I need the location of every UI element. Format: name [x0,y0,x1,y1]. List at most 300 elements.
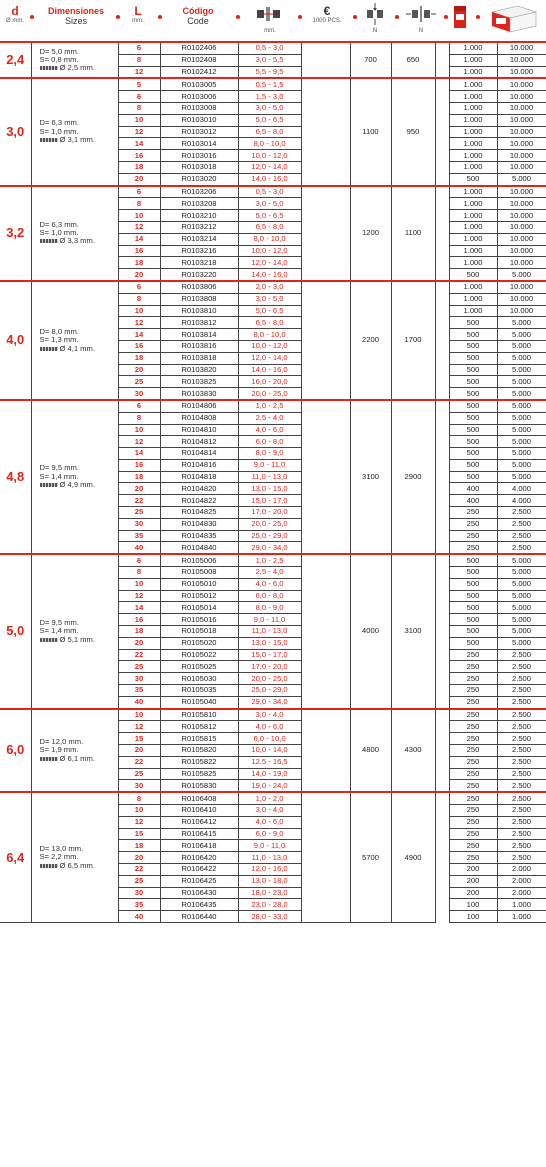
small-box-qty-cell: 500 [449,436,497,448]
spacer-cell [435,567,449,579]
spacer-cell [435,768,449,780]
small-box-qty-cell: 250 [449,780,497,792]
shear-force-cell: 4800 [350,709,391,793]
dimension-line: S= 0,8 mm. [39,54,79,64]
spacer-cell [435,816,449,828]
shear-force-cell: 4000 [350,554,391,708]
hole-diameter [40,862,118,870]
large-box-qty-cell: 10.000 [497,102,546,114]
spacer-cell [435,173,449,185]
small-box-qty-cell: 500 [449,590,497,602]
code-cell: R0105006 [160,554,238,566]
hole-diameter-text: Ø 6,1 mm. [59,753,95,763]
grip-range-cell: 12,0 - 16,0 [238,863,301,875]
small-box-qty-cell: 500 [449,364,497,376]
price-cell [301,78,350,185]
small-box-qty-cell: 1.000 [449,257,497,269]
code-cell: R0103010 [160,114,238,126]
length-cell: 6 [118,42,160,54]
small-box-qty-cell: 100 [449,911,497,923]
grip-range-cell: 4,0 - 6,0 [238,578,301,590]
header-price-symbol: € [323,4,331,18]
large-box-qty-cell: 2.500 [497,733,546,745]
spacer-cell [435,138,449,150]
grip-range-cell: 13,0 - 18,0 [238,875,301,887]
length-cell: 25 [118,768,160,780]
grip-range-cell: 4,0 - 6,0 [238,816,301,828]
product-group [0,42,546,78]
large-box-qty-cell: 5.000 [497,471,546,483]
header-dimensions-label: Dimensiones [47,6,105,16]
header-n-label-1: N [372,28,378,34]
hole-diameter-text: Ø 3,3 mm. [59,236,95,246]
spacer-cell [435,578,449,590]
length-cell: 30 [118,780,160,792]
length-cell: 35 [118,899,160,911]
small-box-qty-cell: 250 [449,733,497,745]
spacer-cell [435,66,449,78]
length-cell: 25 [118,507,160,519]
spacer-cell [435,412,449,424]
grip-range-cell: 8,0 - 9,0 [238,602,301,614]
small-box-qty-cell: 1.000 [449,91,497,103]
grip-range-cell: 8,0 - 10,0 [238,329,301,341]
code-cell: R0104840 [160,542,238,554]
length-cell: 30 [118,388,160,400]
large-box-qty-cell: 5.000 [497,400,546,412]
spacer-cell [435,448,449,460]
dimension-line: D= 12,0 mm. [39,736,84,746]
large-box-qty-cell: 5.000 [497,424,546,436]
small-box-qty-cell: 500 [449,602,497,614]
product-group [0,709,546,793]
tensile-force-icon [405,2,437,28]
table-row [0,554,546,566]
code-cell: R0105018 [160,626,238,638]
grip-range-cell: 2,5 - 4,0 [238,412,301,424]
code-cell: R0103820 [160,364,238,376]
code-cell: R0104816 [160,459,238,471]
spacer-cell [435,911,449,923]
length-cell: 6 [118,400,160,412]
product-group [0,78,546,185]
grip-range-cell: 8,0 - 9,0 [238,448,301,460]
dimension-line: S= 1,9 mm. [39,745,79,755]
small-box-qty-cell: 1.000 [449,42,497,54]
small-box-qty-cell: 250 [449,696,497,708]
grip-range-cell: 17,0 - 20,0 [238,661,301,673]
header-d-unit: Ø mm. [6,18,24,24]
tensile-force-cell: 950 [391,78,435,185]
spacer-cell [435,661,449,673]
price-cell [301,186,350,281]
small-box-qty-cell: 1.000 [449,293,497,305]
spacer-cell [435,257,449,269]
spacer-cell [435,102,449,114]
small-box-qty-cell: 1.000 [449,245,497,257]
large-box-qty-cell: 5.000 [497,412,546,424]
hole-diameter [40,64,118,72]
small-box-qty-cell: 1.000 [449,161,497,173]
grip-range-cell: 9,0 - 11,0 [238,614,301,626]
grip-range-cell: 5,0 - 6,5 [238,305,301,317]
table-row [0,281,546,293]
table-row [0,186,546,198]
grip-range-cell: 4,0 - 6,0 [238,424,301,436]
header-price [304,6,350,26]
spacer-cell [435,483,449,495]
small-box-qty-cell: 500 [449,626,497,638]
large-box-qty-cell: 10.000 [497,293,546,305]
small-box-qty-cell: 1.000 [449,66,497,78]
large-box-qty-cell: 5.000 [497,602,546,614]
drill-icon [40,757,58,761]
code-cell: R0105010 [160,578,238,590]
small-box-qty-cell: 500 [449,471,497,483]
separator-dot [30,15,34,19]
spacer-cell [435,281,449,293]
grip-range-cell: 6,5 - 8,0 [238,221,301,233]
code-cell: R0103014 [160,138,238,150]
spacer-cell [435,329,449,341]
price-cell [301,42,350,78]
code-cell: R0105020 [160,637,238,649]
spacer-cell [435,899,449,911]
code-cell: R0105810 [160,709,238,721]
hole-diameter-text: Ø 5,1 mm. [59,634,95,644]
small-box-qty-cell: 1.000 [449,138,497,150]
code-cell: R0104820 [160,483,238,495]
code-cell: R0104835 [160,530,238,542]
header-d-label: d [11,4,19,18]
length-cell: 12 [118,721,160,733]
code-cell: R0104830 [160,518,238,530]
spacer-cell [435,828,449,840]
shear-force-cell: 3100 [350,400,391,554]
length-cell: 10 [118,709,160,721]
large-box-qty-cell: 5.000 [497,317,546,329]
hole-diameter [40,636,118,644]
large-box-qty-cell: 2.500 [497,649,546,661]
spacer-cell [435,542,449,554]
hole-diameter [40,345,118,353]
spacer-cell [435,887,449,899]
price-cell [301,709,350,793]
grip-range-cell: 25,0 - 29,0 [238,530,301,542]
code-cell: R0104825 [160,507,238,519]
length-cell: 22 [118,756,160,768]
large-box-qty-cell: 5.000 [497,329,546,341]
code-cell: R0105012 [160,590,238,602]
length-cell: 14 [118,602,160,614]
diameter-cell: 4,0 [0,281,31,400]
hole-diameter-text: Ø 3,1 mm. [59,135,95,145]
length-cell: 18 [118,257,160,269]
shear-force-cell: 1100 [350,78,391,185]
dimensions-cell [31,78,118,185]
length-cell: 8 [118,293,160,305]
small-box-qty-cell: 500 [449,329,497,341]
small-box-qty-cell: 500 [449,400,497,412]
large-box-qty-cell: 10.000 [497,66,546,78]
code-cell: R0103012 [160,126,238,138]
grip-range-cell: 18,0 - 23,0 [238,887,301,899]
code-cell: R0104808 [160,412,238,424]
small-box-qty-cell: 1.000 [449,281,497,293]
table-row [0,709,546,721]
grip-range-cell: 17,0 - 20,0 [238,507,301,519]
length-cell: 8 [118,102,160,114]
code-cell: R0103005 [160,78,238,90]
length-cell: 8 [118,567,160,579]
grip-range-cell: 8,0 - 10,0 [238,233,301,245]
diameter-cell: 3,2 [0,186,31,281]
length-cell: 18 [118,352,160,364]
code-cell: R0103220 [160,269,238,281]
grip-range-cell: 20,0 - 25,0 [238,673,301,685]
hole-diameter-text: Ø 6,5 mm. [59,860,95,870]
grip-range-cell: 4,0 - 6,0 [238,721,301,733]
spacer-cell [435,340,449,352]
spacer-cell [435,305,449,317]
spacer-cell [435,792,449,804]
length-cell: 20 [118,483,160,495]
small-box-qty-cell: 1.000 [449,150,497,162]
length-cell: 12 [118,221,160,233]
large-box-qty-cell: 10.000 [497,42,546,54]
grip-range-cell: 6,0 - 9,0 [238,828,301,840]
header-n-label-2: N [418,28,424,34]
small-box-qty-cell: 200 [449,887,497,899]
shear-force-icon [361,2,389,28]
small-box-qty-cell: 250 [449,805,497,817]
small-box-qty-cell: 200 [449,875,497,887]
code-cell: R0106412 [160,816,238,828]
large-box-qty-cell: 2.500 [497,696,546,708]
hole-diameter-text: Ø 4,1 mm. [59,343,95,353]
large-box-qty-cell: 5.000 [497,567,546,579]
spacer-cell [435,518,449,530]
grip-range-cell: 6,0 - 8,0 [238,436,301,448]
spacer-cell [435,507,449,519]
large-box-qty-cell: 10.000 [497,78,546,90]
length-cell: 30 [118,887,160,899]
large-box-qty-cell: 5.000 [497,340,546,352]
dimension-line: D= 9,5 mm. [39,463,79,473]
spacer-cell [435,637,449,649]
code-cell: R0103016 [160,150,238,162]
spacer-cell [435,161,449,173]
dimension-line: D= 8,0 mm. [39,326,79,336]
code-cell: R0105820 [160,745,238,757]
length-cell: 15 [118,828,160,840]
dimension-line: D= 6,3 mm. [39,219,79,229]
spacer-cell [435,42,449,54]
code-cell: R0103816 [160,340,238,352]
shear-force-cell: 1200 [350,186,391,281]
code-cell: R0105040 [160,696,238,708]
length-cell: 6 [118,554,160,566]
code-cell: R0104814 [160,448,238,460]
large-box-qty-cell: 2.000 [497,863,546,875]
grip-range-cell: 16,0 - 20,0 [238,376,301,388]
small-box-qty-cell: 250 [449,768,497,780]
shear-force-cell: 5700 [350,792,391,922]
large-box-qty-cell: 10.000 [497,245,546,257]
small-box-qty-cell: 500 [449,578,497,590]
large-box-qty-cell: 5.000 [497,626,546,638]
header-price-unit: 1000 PCS. [312,18,342,24]
large-box-qty-cell: 10.000 [497,161,546,173]
small-box-qty-cell: 1.000 [449,233,497,245]
large-box-qty-cell: 2.000 [497,875,546,887]
large-box-qty-cell: 5.000 [497,614,546,626]
large-box-qty-cell: 2.500 [497,661,546,673]
small-box-qty-cell: 1.000 [449,210,497,222]
header-range-unit: mm. [264,28,276,34]
length-cell: 5 [118,78,160,90]
code-cell: R0103214 [160,233,238,245]
separator-dot [158,15,162,19]
dimensions-cell [31,281,118,400]
code-cell: R0103818 [160,352,238,364]
small-box-qty-cell: 1.000 [449,54,497,66]
grip-range-cell: 29,0 - 34,0 [238,696,301,708]
small-box-qty-cell: 500 [449,340,497,352]
code-cell: R0106440 [160,911,238,923]
spacer-cell [435,696,449,708]
header-length [122,6,154,26]
spacer-cell [435,78,449,90]
large-box-qty-cell: 1.000 [497,911,546,923]
small-box-qty-cell: 400 [449,495,497,507]
grip-range-cell: 2,0 - 3,0 [238,281,301,293]
code-cell: R0103008 [160,102,238,114]
large-box-qty-cell: 2.500 [497,530,546,542]
table-row [0,400,546,412]
small-box-qty-cell: 500 [449,173,497,185]
large-box-qty-cell: 2.500 [497,721,546,733]
small-box-qty-cell: 500 [449,567,497,579]
grip-range-cell: 1,0 - 2,0 [238,792,301,804]
length-cell: 25 [118,661,160,673]
small-box-qty-cell: 1.000 [449,221,497,233]
large-box-qty-cell: 2.500 [497,768,546,780]
length-cell: 14 [118,448,160,460]
code-cell: R0103806 [160,281,238,293]
large-box-icon [488,2,540,34]
small-box-qty-cell: 500 [449,317,497,329]
spacer-cell [435,54,449,66]
grip-range-cell: 3,0 - 4,0 [238,709,301,721]
grip-range-cell: 14,0 - 16,0 [238,173,301,185]
grip-range-cell: 28,0 - 33,0 [238,911,301,923]
large-box-qty-cell: 5.000 [497,578,546,590]
large-box-qty-cell: 10.000 [497,114,546,126]
dimension-line: S= 1,4 mm. [39,471,79,481]
length-cell: 20 [118,745,160,757]
separator-dot [236,15,240,19]
length-cell: 16 [118,150,160,162]
large-box-qty-cell: 2.500 [497,709,546,721]
grip-range-cell: 1,0 - 2,5 [238,554,301,566]
large-box-qty-cell: 2.500 [497,828,546,840]
small-box-qty-cell: 250 [449,756,497,768]
large-box-qty-cell: 5.000 [497,376,546,388]
spacer-cell [435,471,449,483]
large-box-qty-cell: 10.000 [497,126,546,138]
small-box-qty-cell: 500 [449,388,497,400]
price-cell [301,400,350,554]
spacer-cell [435,554,449,566]
grip-range-cell: 1,0 - 2,5 [238,400,301,412]
length-cell: 20 [118,852,160,864]
spacer-cell [435,221,449,233]
small-box-qty-cell: 1.000 [449,126,497,138]
large-box-qty-cell: 10.000 [497,221,546,233]
separator-dot [476,15,480,19]
large-box-qty-cell: 5.000 [497,173,546,185]
length-cell: 25 [118,376,160,388]
spacer-cell [435,780,449,792]
tensile-force-cell: 4300 [391,709,435,793]
code-cell: R0105016 [160,614,238,626]
large-box-qty-cell: 10.000 [497,281,546,293]
code-cell: R0104806 [160,400,238,412]
small-box-qty-cell: 250 [449,745,497,757]
grip-range-cell: 1,5 - 3,0 [238,91,301,103]
length-cell: 40 [118,696,160,708]
spacer-cell [435,495,449,507]
small-box-qty-cell: 250 [449,685,497,697]
drill-icon [40,138,58,142]
length-cell: 12 [118,126,160,138]
large-box-qty-cell: 5.000 [497,352,546,364]
code-cell: R0103210 [160,210,238,222]
large-box-qty-cell: 10.000 [497,257,546,269]
grip-range-cell: 10,0 - 12,0 [238,340,301,352]
dimension-line: S= 1,0 mm. [39,228,79,238]
code-cell: R0105008 [160,567,238,579]
large-box-qty-cell: 2.500 [497,852,546,864]
spacer-cell [435,840,449,852]
separator-dot [298,15,302,19]
header-dimensions [38,6,114,26]
spacer-cell [435,186,449,198]
small-box-qty-cell: 1.000 [449,78,497,90]
small-box-qty-cell: 250 [449,852,497,864]
price-cell [301,554,350,708]
length-cell: 18 [118,626,160,638]
small-box-qty-cell: 250 [449,828,497,840]
spacer-cell [435,400,449,412]
code-cell: R0103018 [160,161,238,173]
dimension-line: S= 1,3 mm. [39,335,79,345]
spacer-cell [435,745,449,757]
spacer-cell [435,459,449,471]
dimension-line: D= 6,3 mm. [39,118,79,128]
hole-diameter-text: Ø 4,9 mm. [59,480,95,490]
dimensions-cell [31,42,118,78]
grip-range-cell: 6,0 - 10,0 [238,733,301,745]
small-box-qty-cell: 200 [449,863,497,875]
header-code-label-en: Code [187,16,209,26]
code-cell: R0103020 [160,173,238,185]
code-cell: R0102412 [160,66,238,78]
code-cell: R0105014 [160,602,238,614]
tensile-force-cell: 1700 [391,281,435,400]
length-cell: 20 [118,637,160,649]
